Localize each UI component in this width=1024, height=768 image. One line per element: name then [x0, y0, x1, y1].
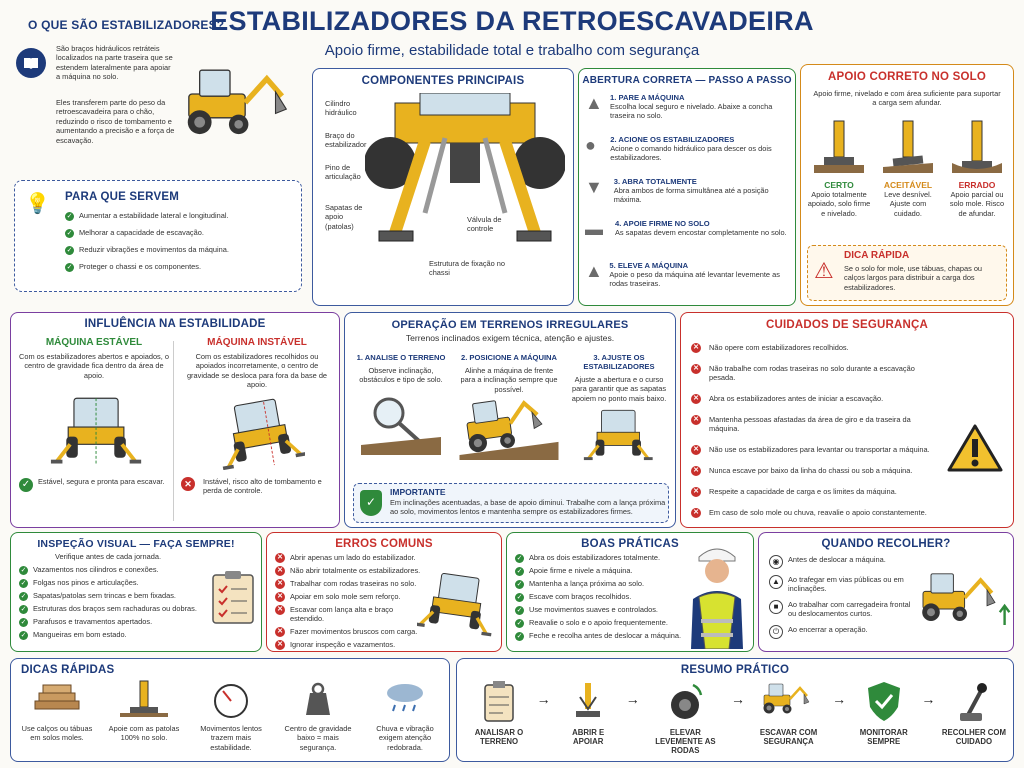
step-item: ● 2. ACIONE OS ESTABILIZADORES Acione o comando hidráulico para descer os dois estabilizadores. — [585, 135, 772, 163]
quick-tips-row — [17, 679, 445, 752]
terrain-panel — [344, 312, 676, 528]
practices-title: BOAS PRÁTICAS — [581, 538, 679, 550]
step-item: ▲ 1. PARE A MÁQUINA Escolha local seguro e nivelado. Abaixe a concha traseira no solo. — [585, 93, 773, 121]
adjust-stabilizer-illustration — [574, 403, 664, 463]
stabilizer-icon — [568, 679, 608, 723]
list-item: ✕ Em caso de solo mole ou chuva, reavalie o apoio constantemente. — [691, 508, 941, 518]
opening-title: ABERTURA CORRETA — PASSO A PASSO — [582, 75, 792, 86]
x-icon: ✕ — [691, 508, 701, 518]
list-item: ◉ Antes de deslocar a máquina. — [769, 555, 913, 569]
list-item: ✕ Apoiar em solo mole sem reforço. — [275, 592, 425, 602]
label-cylinder: Cilindro hidráulico — [325, 99, 357, 118]
list-item: ✕ Não trabalhe com rodas traseiras no solo durante a escavação pesada. — [691, 364, 941, 383]
backhoe-side-illustration — [178, 62, 308, 152]
clipboard-icon — [479, 679, 519, 723]
components-title: COMPONENTES PRINCIPAIS — [361, 75, 525, 87]
wood-blocks-icon — [29, 679, 85, 719]
inspection-list — [19, 565, 209, 640]
stable-machine-illustration — [49, 386, 145, 470]
list-item: ✕ Escavar com lança alta e braço estendido. — [275, 605, 425, 624]
x-icon: ✕ — [275, 579, 285, 589]
what-are-p1: São braços hidráulicos retráteis localizados na parte traseira que se estendem lateralmente para apoiar a máquina no solo. — [56, 44, 173, 82]
x-icon: ✕ — [275, 605, 285, 615]
x-icon: ✕ — [275, 627, 285, 637]
what-are-title: O QUE SÃO ESTABILIZADORES? — [28, 18, 225, 32]
unstable-caption: ✕ Instável, risco alto de tombamento e perda de controle. — [181, 477, 333, 496]
list-item: ✓ Mantenha a lança próxima ao solo. — [516, 579, 645, 588]
case-acceptable: ACEITÁVEL Leve desnível. Ajuste com cuidado. — [876, 119, 940, 218]
speedometer-icon — [203, 679, 259, 719]
list-item: ✕ Ignorar inspeção e vazamentos. — [275, 640, 425, 650]
unstable-column — [181, 337, 333, 495]
x-icon: ✕ — [691, 466, 701, 476]
check-icon: ✓ — [516, 568, 523, 575]
case-correct: CERTO Apoio totalmente apoiado, solo firme e nivelado. — [807, 119, 871, 218]
list-item: ✕ Não opere com estabilizadores recolhidos. — [691, 343, 941, 353]
warning-icon: ⚠ — [814, 258, 834, 283]
step-item: ▲ 5. ELEVE A MÁQUINA Apoie o peso da máquina até levantar levemente as rodas traseiras. — [585, 261, 780, 289]
x-icon: ✕ — [691, 445, 701, 455]
terrain-steps — [351, 353, 671, 468]
tip-item: Centro de gravidade baixo = mais segurança. — [278, 679, 358, 752]
list-item: ⏻ Ao encerrar a operação. — [769, 625, 913, 639]
checklist-icon — [211, 569, 255, 625]
safety-list — [691, 343, 941, 518]
ground-intro: Apoio firme, nivelado e com área suficiente para suportar a carga sem afundar. — [813, 89, 1001, 108]
step-item: ▼ 3. ABRA TOTALMENTE Abra ambos de forma simultânea até a posição máxima. — [585, 177, 769, 205]
list-item: ■ Ao trabalhar com carregadeira frontal ou deslocamentos curtos. — [769, 600, 913, 619]
unstable-text: Com os estabilizadores recolhidos ou apoiados incorretamente, o centro de gravidade se desloca para fora da base de apoio. — [186, 352, 328, 390]
check-icon: ✓ — [20, 632, 27, 639]
note-title: IMPORTANTE — [390, 487, 446, 497]
x-icon: ✕ — [275, 592, 285, 602]
stabilizer-step-icon: ▲ — [585, 93, 603, 113]
list-item: ✓ Parafusos e travamentos apertados. — [20, 617, 153, 626]
opening-steps — [585, 93, 791, 303]
x-icon: ✕ — [275, 566, 285, 576]
stable-caption: ✓ Estável, segura e pronta para escavar. — [19, 477, 169, 492]
unstable-machine-illustration — [215, 390, 305, 470]
list-item: ✓ Abra os dois estabilizadores totalmente. — [516, 553, 661, 562]
list-item: ✕ Não abrir totalmente os estabilizadores. — [275, 566, 425, 576]
check-icon: ✓ — [516, 607, 523, 614]
tip-item: Movimentos lentos trazem mais estabilidade. — [191, 679, 271, 752]
arrow-right-icon: → — [625, 691, 640, 707]
list-item: ✓ Use movimentos suaves e controlados. — [516, 605, 658, 614]
components-panel — [312, 68, 574, 306]
x-icon: ✕ — [691, 343, 701, 353]
x-icon: ✕ — [691, 394, 701, 404]
summary-step: ABRIR E APOIAR — [556, 679, 620, 746]
list-item: ✕ Nunca escave por baixo da linha do chassi ou sob a máquina. — [691, 466, 941, 476]
retract-title: QUANDO RECOLHER? — [821, 538, 951, 550]
list-item: ✕ Não use os estabilizadores para levantar ou transportar a máquina. — [691, 445, 941, 455]
list-item: ✓ Melhorar a capacidade de escavação. — [66, 228, 204, 237]
pad-step-icon: ▬ — [585, 219, 603, 239]
weight-icon — [290, 679, 346, 719]
practices-panel — [506, 532, 754, 652]
page-subtitle: Apoio firme, estabilidade total e trabalho com segurança — [324, 42, 700, 59]
stabilizer-closeup-illustration — [365, 93, 565, 263]
summary-step: RECOLHER COM CUIDADO — [941, 679, 1007, 746]
list-item: ✓ Reduzir vibrações e movimentos da máquina. — [66, 245, 229, 254]
tip-title: DICA RÁPIDA — [844, 250, 910, 261]
stable-column — [19, 337, 169, 492]
shield-check-icon: ✓ — [360, 490, 382, 516]
pad-sinking-illustration — [952, 119, 1002, 175]
x-icon: ✕ — [275, 640, 285, 650]
summary-title: RESUMO PRÁTICO — [680, 664, 790, 676]
purpose-list — [65, 211, 297, 272]
terrain-step: 3. AJUSTE OS ESTABILIZADORES Ajuste a abertura e o curso para garantir que as sapatas apoiem no ponto mais baixo. — [567, 353, 671, 468]
list-item: ✓ Apoie firme e nivele a máquina. — [516, 566, 633, 575]
x-icon: ✕ — [691, 415, 701, 425]
list-item: ✓ Sapatas/patolas sem trincas e bem fixadas. — [20, 591, 176, 600]
note-text: Em inclinações acentuadas, a base de apoio diminui. Trabalhe com a lança próxima ao solo, movimentos lentos e mantenha sempre os estabilizadores firmes. — [390, 498, 666, 517]
summary-step: MONITORAR SEMPRE — [852, 679, 916, 746]
purpose-title: PARA QUE SERVEM — [65, 191, 179, 203]
lever-step-icon: ● — [585, 135, 596, 155]
label-arm: Braço do estabilizador — [325, 131, 367, 150]
list-item: ✕ Respeite a capacidade de carga e os limites da máquina. — [691, 487, 941, 497]
case-wrong: ERRADO Apoio parcial ou solo mole. Risco de afundar. — [945, 119, 1009, 218]
terrain-intro: Terrenos inclinados exigem técnica, atenção e ajustes. — [405, 333, 615, 343]
ground-cases — [807, 119, 1009, 218]
errors-list — [275, 553, 425, 650]
tip-text: Se o solo for mole, use tábuas, chapas ou calços largos para distribuir a carga dos estabilizadores. — [844, 264, 983, 292]
list-item: ✕ Mantenha pessoas afastadas da área de giro e da traseira da máquina. — [691, 415, 941, 434]
list-item: ✓ Aumentar a estabilidade lateral e longitudinal. — [66, 211, 229, 220]
divider — [173, 341, 174, 521]
inspection-panel — [10, 532, 262, 652]
check-icon: ✓ — [516, 594, 523, 601]
check-icon: ✓ — [20, 567, 27, 574]
check-icon: ✓ — [20, 593, 27, 600]
safety-panel — [680, 312, 1014, 528]
ground-title: APOIO CORRETO NO SOLO — [828, 71, 986, 83]
arrow-right-icon: → — [921, 691, 936, 707]
list-item: ✕ Abra os estabilizadores antes de iniciar a escavação. — [691, 394, 941, 404]
check-icon: ✓ — [20, 619, 27, 626]
wheel-lift-icon — [665, 679, 705, 723]
list-item: ✓ Estruturas dos braços sem rachaduras ou dobras. — [20, 604, 197, 613]
opening-panel — [578, 68, 796, 306]
lift-step-icon: ▲ — [585, 261, 603, 281]
label-pin: Pino de articulação — [325, 163, 361, 182]
check-icon: ✓ — [66, 230, 73, 237]
label-frame: Estrutura de fixação no chassi — [429, 259, 506, 278]
quick-tips-title: DICAS RÁPIDAS — [21, 664, 115, 676]
errors-title: ERROS COMUNS — [335, 538, 433, 550]
extend-step-icon: ▼ — [585, 177, 603, 197]
summary-step: ELEVAR LEVEMENTE AS RODAS — [645, 679, 725, 755]
stable-text: Com os estabilizadores abertos e apoiados, o centro de gravidade fica dentro da área de apoio. — [19, 352, 169, 380]
stop-icon: ◉ — [769, 555, 783, 569]
x-icon: ✕ — [275, 553, 285, 563]
arrow-right-icon: → — [536, 691, 551, 707]
shield-check-icon — [864, 679, 904, 723]
excavator-icon — [759, 679, 819, 723]
what-are-section — [10, 12, 308, 172]
list-item: ✓ Vazamentos nos cilindros e conexões. — [20, 565, 159, 574]
rain-cloud-icon — [377, 679, 433, 719]
check-icon: ✓ — [66, 264, 73, 271]
x-icon: ✕ — [691, 487, 701, 497]
page-title: ESTABILIZADORES DA RETROESCAVADEIRA — [210, 6, 814, 36]
purpose-box — [14, 180, 302, 292]
stable-title: MÁQUINA ESTÁVEL — [45, 337, 143, 348]
summary-panel — [456, 658, 1014, 762]
power-icon: ⏻ — [769, 625, 783, 639]
magnifier-icon — [361, 385, 441, 455]
wrong-operation-illustration — [417, 559, 499, 643]
list-item: ✕ Fazer movimentos bruscos com carga. — [275, 627, 425, 637]
step-item: ▬ 4. APOIE FIRME NO SOLO As sapatas devem encostar completamente no solo. — [585, 219, 787, 239]
terrain-step: 2. POSICIONE A MÁQUINA Alinhe a máquina de frente para a inclinação sempre que possível. — [457, 353, 561, 468]
check-icon: ✓ — [66, 213, 73, 220]
check-icon: ✓ — [516, 633, 523, 640]
check-icon: ✓ — [20, 580, 27, 587]
worker-illustration — [685, 543, 749, 649]
arrow-right-icon: → — [730, 691, 745, 707]
list-item: ▲ Ao trafegar em vias públicas ou em inclinações. — [769, 575, 913, 594]
list-item: ✓ Reavalie o solo e o apoio frequentemente. — [516, 618, 668, 627]
tip-item: Use calços ou tábuas em solos moles. — [17, 679, 97, 752]
tip-item: Chuva e vibração exigem atenção redobrada. — [365, 679, 445, 752]
arrow-right-icon: → — [832, 691, 847, 707]
retracted-machine-illustration — [915, 565, 1011, 637]
label-valve: Válvula de controle — [467, 215, 502, 234]
check-icon: ✓ — [19, 478, 33, 492]
safety-title: CUIDADOS DE SEGURANÇA — [765, 319, 929, 331]
check-icon: ✓ — [516, 581, 523, 588]
summary-step: ANALISAR O TERRENO — [467, 679, 531, 746]
loader-icon: ■ — [769, 600, 783, 614]
inspection-title: INSPEÇÃO VISUAL — FAÇA SEMPRE! — [37, 538, 235, 550]
practices-list — [515, 553, 685, 641]
tip-item: Apoie com as patolas 100% no solo. — [104, 679, 184, 752]
lever-icon — [954, 679, 994, 723]
pad-uneven-illustration — [883, 119, 933, 175]
check-icon: ✓ — [516, 620, 523, 627]
list-item: ✕ Trabalhar com rodas traseiras no solo. — [275, 579, 425, 589]
x-icon: ✕ — [181, 477, 195, 491]
terrain-title: OPERAÇÃO EM TERRENOS IRREGULARES — [391, 319, 629, 331]
check-icon: ✓ — [20, 606, 27, 613]
influence-panel — [10, 312, 340, 528]
ground-panel — [800, 64, 1014, 306]
list-item: ✓ Escave com braços recolhidos. — [516, 592, 632, 601]
unstable-title: MÁQUINA INSTÁVEL — [207, 337, 307, 348]
lightbulb-icon: 💡 — [25, 193, 50, 215]
list-item: ✓ Proteger o chassi e os componentes. — [66, 262, 202, 271]
list-item: ✕ Abrir apenas um lado do estabilizador. — [275, 553, 425, 563]
check-icon: ✓ — [66, 247, 73, 254]
quick-tips-panel — [10, 658, 450, 762]
important-note — [353, 483, 669, 523]
x-icon: ✕ — [691, 364, 701, 374]
terrain-step: 1. ANALISE O TERRENO Observe inclinação, obstáculos e tipo de solo. — [351, 353, 451, 468]
pad-firm-illustration — [814, 119, 864, 175]
retract-panel — [758, 532, 1014, 652]
slope-machine-illustration — [459, 394, 559, 460]
inspection-intro: Verifique antes de cada jornada. — [55, 552, 162, 561]
list-item: ✓ Mangueiras em bom estado. — [20, 630, 127, 639]
influence-title: INFLUÊNCIA NA ESTABILIDADE — [84, 318, 266, 330]
errors-panel — [266, 532, 502, 652]
summary-step: ESCAVAR COM SEGURANÇA — [751, 679, 827, 746]
list-item: ✓ Folgas nos pinos e articulações. — [20, 578, 139, 587]
check-icon: ✓ — [516, 555, 523, 562]
book-icon — [16, 48, 46, 78]
road-icon: ▲ — [769, 575, 783, 589]
stabilizer-pad-icon — [116, 679, 172, 719]
summary-steps — [467, 679, 1007, 755]
warning-triangle-icon — [947, 423, 1003, 473]
what-are-p2: Eles transferem parte do peso da retroescavadeira para o chão, reduzindo o risco de tombamento e aumentando a precisão e a força de escavação. — [56, 98, 175, 145]
list-item: ✓ Feche e recolha antes de deslocar a máquina. — [516, 631, 682, 640]
retract-list — [769, 555, 913, 639]
label-pads: Sapatas de apoio (patolas) — [325, 203, 363, 231]
tip-box — [807, 245, 1007, 301]
